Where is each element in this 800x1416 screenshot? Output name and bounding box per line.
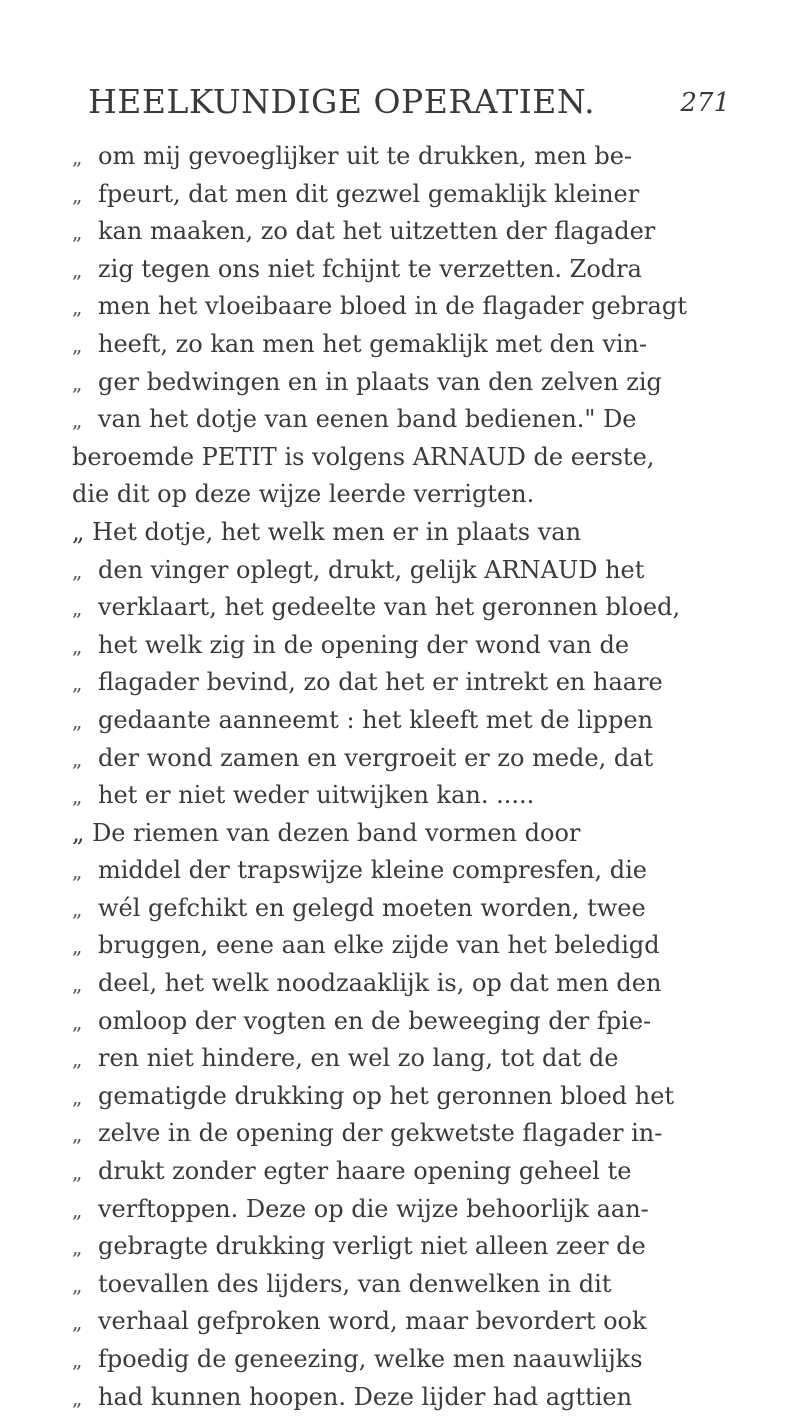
quote-mark: „	[72, 257, 83, 282]
line-text: zig tegen ons niet fchijnt te verzetten. Zodra	[98, 254, 642, 283]
quote-mark: „	[72, 1197, 83, 1222]
text-line	[72, 627, 752, 665]
quote-mark: „	[72, 1122, 83, 1147]
line-text: deel, het welk noodzaaklijk is, op dat men den	[98, 969, 662, 998]
line-text: verftoppen. Deze op die wijze behoorlijk aan-	[98, 1194, 649, 1223]
page-number: 271	[680, 88, 730, 118]
quote-mark: „	[72, 408, 83, 433]
quote-mark: „	[72, 1047, 83, 1072]
line-text: flagader bevind, zo dat het er intrekt en haare	[98, 668, 663, 697]
line-text: het welk zig in de opening der wond van de	[98, 630, 630, 659]
line-text: ger bedwingen en in plaats van den zelven zig	[98, 367, 662, 396]
quote-mark: „	[72, 1235, 83, 1260]
line-text: „ De riemen van dezen band vormen door	[72, 818, 581, 847]
text-line	[72, 1115, 752, 1153]
text-line	[72, 1379, 752, 1416]
quote-mark: „	[72, 1348, 83, 1372]
quote-mark: „	[72, 1272, 83, 1297]
line-text: der wond zamen en vergroeit er zo mede, dat	[98, 743, 654, 772]
quote-mark: „	[72, 746, 83, 771]
quote-mark: „	[72, 1084, 83, 1109]
quote-mark: „	[72, 370, 83, 395]
quote-mark: „	[72, 671, 83, 696]
quote-mark: „	[72, 633, 83, 658]
text-line	[72, 890, 752, 928]
quote-mark: „	[72, 896, 83, 921]
text-line	[72, 1341, 752, 1379]
text-line	[72, 1153, 752, 1191]
text-line	[72, 138, 752, 176]
quote-mark: „	[72, 220, 83, 245]
page-header	[88, 82, 730, 126]
text-line	[72, 664, 752, 702]
running-title: HEELKUNDIGE OPERATIEN.	[88, 82, 596, 121]
text-line	[72, 589, 752, 627]
quote-mark: „	[72, 784, 83, 809]
line-text: middel der trapswijze kleine compresfen, die	[98, 856, 648, 885]
line-text: heeft, zo kan men het gemaklijk met den vin-	[98, 329, 648, 358]
text-line	[72, 852, 752, 890]
line-text: gedaante aanneemt : het kleeft met de lippen	[98, 705, 654, 734]
text-line	[72, 927, 752, 965]
quote-mark: „	[72, 596, 83, 621]
text-line	[72, 288, 752, 326]
line-text: om mij gevoeglijker uit te drukken, men be-	[98, 142, 633, 170]
line-text: zelve in de opening der gekwetste flagader in-	[98, 1119, 663, 1148]
text-line	[72, 777, 752, 815]
quote-mark: „	[72, 332, 83, 357]
quote-mark: „	[72, 145, 83, 169]
quote-mark: „	[72, 972, 83, 997]
text-line	[72, 439, 752, 477]
line-text: toevallen des lijders, van denwelken in dit	[98, 1269, 612, 1298]
text-line	[72, 326, 752, 364]
line-text: men het vloeibaare bloed in de flagader gebragt	[98, 292, 687, 321]
line-text: beroemde PETIT is volgens ARNAUD de eerste,	[72, 442, 655, 471]
line-text: omloop der vogten en de beweeging der fpie-	[98, 1006, 652, 1035]
text-line	[72, 364, 752, 402]
line-text: gematigde drukking op het geronnen bloed het	[98, 1081, 675, 1110]
text-line	[72, 476, 752, 514]
line-text: drukt zonder egter haare opening geheel te	[98, 1157, 632, 1186]
text-line	[72, 702, 752, 740]
line-text: het er niet weder uitwijken kan. .....	[98, 781, 535, 810]
text-line	[72, 815, 752, 853]
quote-mark: „	[72, 1160, 83, 1185]
quote-mark: „	[72, 708, 83, 733]
text-line	[72, 552, 752, 590]
line-text: had kunnen hoopen. Deze lijder had agttien	[98, 1382, 633, 1411]
quote-mark: „	[72, 1385, 83, 1410]
line-text: verklaart, het gedeelte van het geronnen bloed,	[98, 593, 681, 622]
quote-mark: „	[72, 182, 83, 207]
line-text: kan maaken, zo dat het uitzetten der flagader	[98, 217, 656, 246]
line-text: fpeurt, dat men dit gezwel gemaklijk kleiner	[98, 179, 640, 208]
line-text: van het dotje van eenen band bedienen." De	[98, 405, 637, 434]
line-text: „ Het dotje, het welk men er in plaats van	[72, 517, 582, 546]
text-line	[72, 401, 752, 439]
line-text: fpoedig de geneezing, welke men naauwlijks	[98, 1345, 643, 1373]
line-text: den vinger oplegt, drukt, gelijk ARNAUD het	[98, 555, 645, 584]
body-text	[72, 138, 752, 1416]
line-text: ren niet hindere, en wel zo lang, tot dat de	[98, 1044, 619, 1073]
quote-mark: „	[72, 1310, 83, 1335]
text-line	[72, 1003, 752, 1041]
text-line	[72, 1191, 752, 1229]
text-line	[72, 213, 752, 251]
line-text: wél gefchikt en gelegd moeten worden, twee	[98, 893, 646, 922]
text-line	[72, 1266, 752, 1304]
quote-mark: „	[72, 859, 83, 884]
text-line	[72, 514, 752, 552]
text-line	[72, 1040, 752, 1078]
quote-mark: „	[72, 1009, 83, 1034]
text-line	[72, 740, 752, 778]
line-text: bruggen, eene aan elke zijde van het beledigd	[98, 931, 660, 960]
line-text: die dit op deze wijze leerde verrigten.	[72, 480, 535, 509]
quote-mark: „	[72, 934, 83, 959]
quote-mark: „	[72, 295, 83, 320]
line-text: gebragte drukking verligt niet alleen zeer de	[98, 1232, 646, 1261]
text-line	[72, 251, 752, 289]
line-text: verhaal gefproken word, maar bevordert ook	[98, 1307, 647, 1336]
text-line	[72, 1078, 752, 1116]
quote-mark: „	[72, 558, 83, 583]
text-line	[72, 1303, 752, 1341]
text-line	[72, 1228, 752, 1266]
text-line	[72, 965, 752, 1003]
text-line	[72, 176, 752, 214]
